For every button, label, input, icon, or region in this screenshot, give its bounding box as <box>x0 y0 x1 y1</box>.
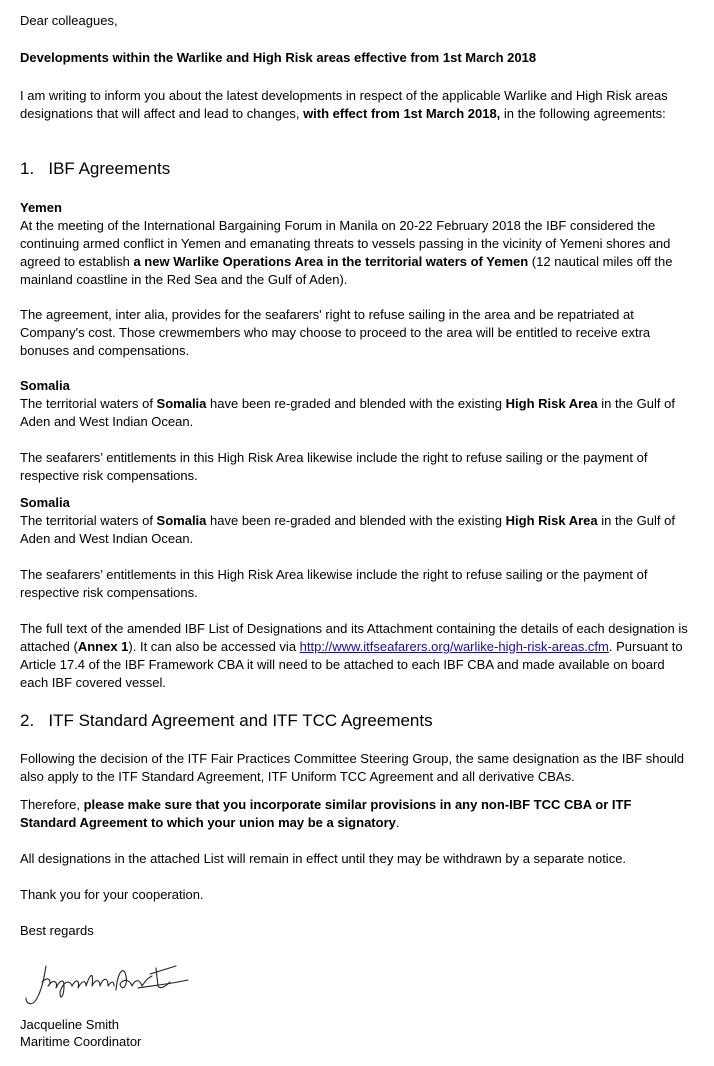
signer-name: Jacqueline Smith <box>20 1017 119 1032</box>
yemen-block: Yemen At the meeting of the International Bargaining Forum in Manila on 20-22 February 2018 the IBF considered the continuing armed conflict in Yemen and emanating threats to vessels passing in the vicinity of Yemeni shores and agreed to establish a new Warlike Operations Area in the territorial waters of Yemen (12 nautical miles off the mainland coastline in the Red Sea and the Gulf of Aden). <box>20 200 673 287</box>
handwritten-signature <box>20 956 190 1012</box>
somalia-heading: Somalia <box>20 378 70 393</box>
yemen-heading: Yemen <box>20 200 62 215</box>
section-2-title: ITF Standard Agreement and ITF TCC Agreements <box>48 711 433 730</box>
section-1-title: IBF Agreements <box>48 159 171 178</box>
signer-role: Maritime Coordinator <box>20 1034 142 1049</box>
yemen-agreement-paragraph: The agreement, inter alia, provides for the seafarers' right to refuse sailing in the area and be repatriated at Company's cost. Those crewmembers who may choose to proceed to the area will be entitled to receive extra bonuses and compensations. <box>20 307 651 358</box>
section-1-number: 1. <box>20 159 35 178</box>
itf-warlike-areas-link[interactable]: http://www.itfseafarers.org/warlike-high-risk-areas.cfm <box>299 639 609 654</box>
itf-decision-paragraph: Following the decision of the ITF Fair Practices Committee Steering Group, the same designation as the IBF should also apply to the ITF Standard Agreement, ITF Uniform TCC Agreement and all derivative CBAs. <box>20 751 685 784</box>
warlike-area: a new Warlike Operations Area in the territorial waters of Yemen <box>133 254 529 269</box>
section-2-number: 2. <box>20 711 35 730</box>
somalia-entitlements-1: The seafarers’ entitlements in this High Risk Area likewise include the right to refuse sailing or the payment of respective risk compensations. <box>20 450 648 483</box>
subject-text: Developments within the Warlike and High Risk areas effective from 1st March 2018 <box>20 50 537 65</box>
somalia-heading: Somalia <box>20 495 70 510</box>
closing-line: Best regards <box>20 923 94 938</box>
full-text-paragraph: The full text of the amended IBF List of Designations and its Attachment containing the details of each designation is attached (Annex 1). It can also be accessed via http://www.itfseafarers.org/warlike-high-risk-areas.cfm. Pursuant to Article 17.4 of the IBF Framework CBA it will need to be attached to each IBF CBA and made available on board each IBF covered vessel. <box>20 621 688 690</box>
somalia-block-2: Somalia The territorial waters of Somalia have been re-graded and blended with the existing High Risk Area in the Gulf of Aden and West Indian Ocean. <box>20 495 675 546</box>
intro-paragraph: I am writing to inform you about the latest developments in respect of the applicable Warlike and High Risk areas designations that will affect and lead to changes, with effect from 1st March 2018, in the following agreements: <box>20 88 668 121</box>
itf-request-emphasis: please make sure that you incorporate similar provisions in any non-IBF TCC CBA or ITF Standard Agreement to which your union may be a signatory <box>20 797 632 830</box>
annex-reference: Annex 1 <box>77 639 129 654</box>
itf-request-paragraph: Therefore, please make sure that you incorporate similar provisions in any non-IBF TCC CBA or ITF Standard Agreement to which your union may be a signatory. <box>20 797 632 830</box>
somalia-block-1: Somalia The territorial waters of Somalia have been re-graded and blended with the existing High Risk Area in the Gulf of Aden and West Indian Ocean. <box>20 378 675 429</box>
subject-line <box>20 49 690 67</box>
section-2-heading <box>20 710 433 732</box>
somalia-entitlements-2: The seafarers’ entitlements in this High Risk Area likewise include the right to refuse sailing or the payment of respective risk compensations. <box>20 567 648 600</box>
greeting: Dear colleagues, <box>20 13 118 28</box>
remain-in-effect-paragraph: All designations in the attached List will remain in effect until they may be withdrawn by a separate notice. <box>20 851 627 866</box>
section-1-heading <box>20 158 170 180</box>
effective-date: with effect from 1st March 2018, <box>303 106 501 121</box>
thanks-line: Thank you for your cooperation. <box>20 887 204 902</box>
